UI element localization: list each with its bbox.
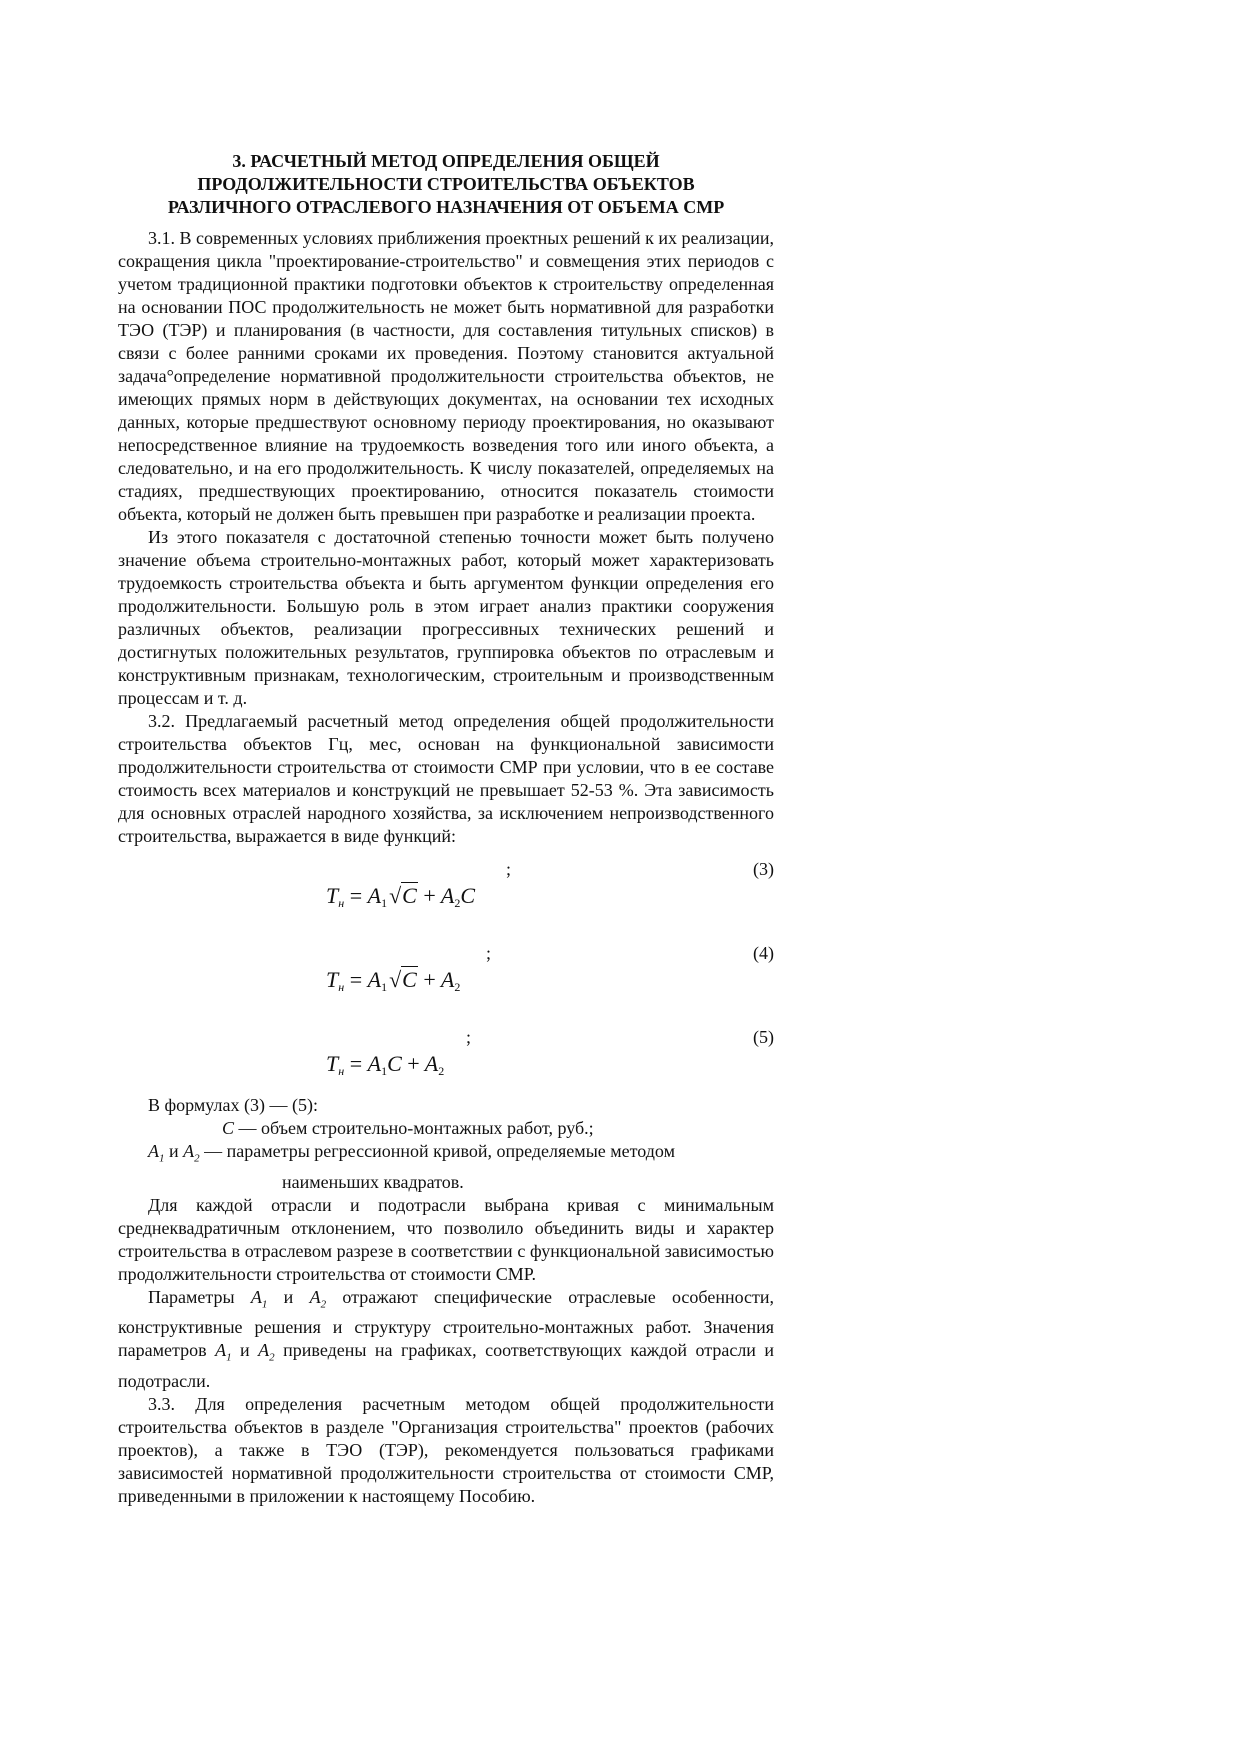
formula-5-expression: $T_н = A_1C + A_2$ (326, 1051, 445, 1078)
section-title (118, 150, 774, 219)
legend-c (118, 1117, 774, 1140)
legend-c-symbol: C (222, 1118, 235, 1138)
paragraph-3-3: 3.3. Для определения расчетным методом общей продолжительности строительства объектов в разделе "Организация строительства" проектов (рабочих проектов), а также в ТЭО (ТЭР), рекомендуется пользоваться графиками зависимостей нормативной продолжительности строительства от стоимости СМР, приведенными в приложении к настоящему Пособию. (118, 1393, 774, 1506)
formula-3-expression: $T_н = A_1√C + A_2C$ (326, 883, 476, 910)
formula-5-semicolon: ; (466, 1027, 472, 1047)
formula-5-number: (5) (753, 1027, 774, 1047)
paragraph-curve: Для каждой отрасли и подотрасли выбрана кривая с минимальным среднеквадратичным отклонением, что позволило объединить виды и характер строительства в отраслевом разрезе в соответствии с функциональной зависимостью продолжительности строительства от стоимости СМР. (118, 1194, 774, 1284)
legend-a-desc-cont: наименьших квадратов. (282, 1171, 464, 1192)
formula-4-expression: $T_н = A_1√C + A_2$ (326, 967, 461, 994)
formula-4-semicolon: ; (486, 943, 492, 963)
paragraph-3-2: 3.2. Предлагаемый расчетный метод определения общей продолжительности строительства объектов Гц, мес, основан на функциональной зависимости продолжительности строительства от стоимости СМР при условии, что в ее составе стоимость всех материалов и конструкций не превышает 52-53 %. Эта зависимость для основных отраслей народного хозяйства, за исключением непроизводственного строительства, выражается в виде функций: (118, 711, 774, 846)
title-line-2: ПРОДОЛЖИТЕЛЬНОСТИ СТРОИТЕЛЬСТВА ОБЪЕКТОВ (197, 174, 695, 194)
formula-4 (118, 942, 774, 1026)
legend-c-desc: — объем строительно-монтажных работ, руб.; (238, 1118, 594, 1138)
formula-3-semicolon: ; (506, 859, 512, 879)
paragraph-indicator: Из этого показателя с достаточной степенью точности может быть получено значение объема строительно-монтажных работ, который может характеризовать трудоемкость строительства объекта и быть аргументом функции определения его продолжительности. Большую роль в этом играет анализ практики сооружения различных объектов, реализации прогрессивных технических решений и достигнутых положительных результатов, группировка объектов по отраслевым и конструктивным признакам, технологическим, строительным и производственным процессам и т. д. (118, 527, 774, 708)
legend-a1-symbol: $A_1$ (148, 1141, 165, 1165)
formula-3-number: (3) (753, 859, 774, 879)
formula-4-number: (4) (753, 943, 774, 963)
document-page (118, 150, 774, 1508)
paragraph-3-1: 3.1. В современных условиях приближения проектных решений к их реализации, сокращения цикла "проектирование-строительство" и совмещения этих периодов с учетом традиционной практики подготовки объектов к строительству определенная на основании ПОС продолжительность не может быть нормативной для разработки ТЭО (ТЭР) и планирования (в частности, для составления титульных списков) в связи с более ранними сроками их проведения. Поэтому становится актуальной задача°определение нормативной продолжительности строительства объектов, не имеющих прямых норм в действующих документах, на основании тех исходных данных, которые предшествуют основному периоду проектирования, но оказывают непосредственное влияние на трудоемкость возведения того или иного объекта, а следовательно, и на его продолжительность. К числу показателей, определяемых на стадиях, предшествующих проектированию, относится показатель стоимости объекта, который не должен быть превышен при разработке и реализации проекта. (118, 228, 774, 524)
title-line-3: РАЗЛИЧНОГО ОТРАСЛЕВОГО НАЗНАЧЕНИЯ ОТ ОБЪЕМА СМР (167, 197, 725, 217)
title-line-1: 3. РАСЧЕТНЫЙ МЕТОД ОПРЕДЕЛЕНИЯ ОБЩЕЙ (232, 151, 660, 171)
legend-a: $A_1$ и $A_2$ — параметры регрессионной кривой, определяемые методом (148, 1141, 675, 1165)
legend-a2-symbol: $A_2$ (183, 1141, 200, 1165)
paragraph-parameters: Параметры $A_1$ и $A_2$ отражают специфические отраслевые особенности, конструктивные решения и структуру строительно-монтажных работ. Значения параметров $A_1$ и $A_2$ приведены на графиках, соответствующих каждой отрасли и подотрасли. (118, 1286, 775, 1391)
legend-a-desc: — параметры регрессионной кривой, определяемые методом (204, 1141, 675, 1161)
legend-intro: В формулах (3) — (5): (148, 1095, 318, 1115)
formula-5 (118, 1026, 774, 1090)
formula-3 (118, 858, 774, 942)
